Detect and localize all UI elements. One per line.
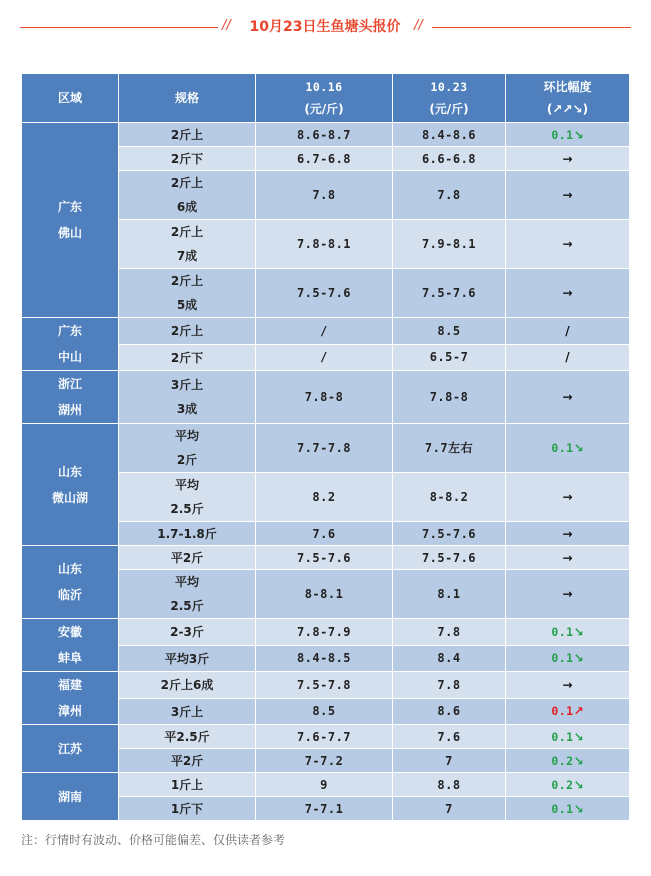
trend-down-icon: ↘ bbox=[573, 729, 584, 744]
price-1016-cell: 8.6-8.7 bbox=[256, 123, 393, 147]
region-line1: 福建 bbox=[57, 678, 82, 692]
spec-line1: 2斤上 bbox=[170, 324, 204, 339]
trend-down-icon: ↘ bbox=[573, 753, 584, 768]
region-line2: 蚌阜 bbox=[57, 651, 82, 665]
header-date-2 bbox=[393, 74, 506, 123]
spec-cell bbox=[119, 698, 256, 725]
price-1023-cell: 7.8-8 bbox=[393, 371, 506, 424]
change-cell bbox=[506, 725, 630, 749]
region-line1: 安徽 bbox=[57, 625, 82, 639]
price-1023-cell: 7.8 bbox=[393, 672, 506, 699]
region-line2: 佛山 bbox=[57, 226, 82, 240]
price-1016-cell: 6.7-6.8 bbox=[256, 147, 393, 171]
trend-flat-icon: → bbox=[562, 587, 573, 601]
price-1016-cell: 7.8 bbox=[256, 171, 393, 220]
price-1023-cell: 7.9-8.1 bbox=[393, 220, 506, 269]
price-1016-cell: 7.5-7.8 bbox=[256, 672, 393, 699]
page-title: 10月23日生鱼塘头报价 bbox=[249, 19, 401, 35]
spec-line1: 2斤下 bbox=[170, 152, 204, 166]
price-1016-cell: 7.8-7.9 bbox=[256, 619, 393, 646]
trend-flat-icon: → bbox=[562, 286, 573, 300]
region-line2: 湖州 bbox=[57, 403, 82, 417]
change-cell bbox=[506, 473, 630, 522]
header-spec bbox=[119, 74, 256, 123]
spec-line1: 1斤下 bbox=[170, 802, 204, 816]
price-1016-cell: 8.5 bbox=[256, 698, 393, 725]
price-1023-cell: 8.6 bbox=[393, 698, 506, 725]
region-line1: 广东 bbox=[57, 324, 82, 338]
price-1023-cell: 7.6 bbox=[393, 725, 506, 749]
header-spec-label: 规格 bbox=[174, 91, 199, 105]
price-table bbox=[21, 73, 630, 821]
price-1016-cell: 7.7-7.8 bbox=[256, 424, 393, 473]
spec-cell bbox=[119, 147, 256, 171]
header-date-1-label: 10.16 bbox=[305, 80, 343, 94]
change-cell bbox=[506, 749, 630, 773]
change-value: 0.1 bbox=[551, 729, 574, 744]
spec-cell bbox=[119, 645, 256, 672]
spec-line1: 2斤上 bbox=[170, 225, 204, 239]
price-1016-cell: 7.6-7.7 bbox=[256, 725, 393, 749]
region-line1: 浙江 bbox=[57, 377, 82, 391]
change-cell bbox=[506, 619, 630, 646]
spec-line1: 2斤下 bbox=[170, 350, 204, 365]
change-value: 0.1 bbox=[551, 441, 574, 455]
spec-cell bbox=[119, 318, 256, 345]
spec-line2: 3成 bbox=[176, 402, 198, 416]
table-row bbox=[22, 546, 630, 570]
trend-down-icon: ↘ bbox=[573, 801, 584, 816]
header-date-2-unit: (元/斤) bbox=[429, 102, 469, 116]
change-cell bbox=[506, 546, 630, 570]
header-change bbox=[506, 74, 630, 123]
spec-line1: 2斤上 bbox=[170, 274, 204, 288]
change-value: / bbox=[565, 350, 570, 365]
change-value: 0.2 bbox=[551, 777, 574, 792]
price-1016-cell: 7.8-8 bbox=[256, 371, 393, 424]
spec-line1: 2斤上 bbox=[170, 176, 204, 190]
region-line2: 中山 bbox=[57, 350, 82, 364]
price-1023-cell: 7 bbox=[393, 797, 506, 821]
change-cell bbox=[506, 698, 630, 725]
change-cell bbox=[506, 570, 630, 619]
price-1023-cell: 7.7左右 bbox=[393, 424, 506, 473]
trend-up-icon: ↗ bbox=[573, 704, 584, 719]
price-1023-cell: 7.8 bbox=[393, 619, 506, 646]
change-value: 0.2 bbox=[551, 753, 574, 768]
price-1016-cell: 7-7.2 bbox=[256, 749, 393, 773]
change-cell bbox=[506, 773, 630, 797]
price-1023-cell: 8.4 bbox=[393, 645, 506, 672]
spec-cell bbox=[119, 344, 256, 371]
spec-line1: 平2斤 bbox=[170, 551, 204, 565]
trend-down-icon: ↘ bbox=[573, 624, 584, 639]
change-cell bbox=[506, 147, 630, 171]
header-date-1 bbox=[256, 74, 393, 123]
title-divider-left bbox=[20, 27, 218, 28]
spec-line1: 2-3斤 bbox=[170, 625, 204, 640]
change-value: 0.1 bbox=[551, 704, 574, 719]
change-value: 0.1 bbox=[551, 651, 574, 666]
change-cell bbox=[506, 123, 630, 147]
change-cell bbox=[506, 797, 630, 821]
trend-flat-icon: → bbox=[562, 390, 573, 404]
spec-line1: 平均 bbox=[174, 478, 199, 492]
spec-cell bbox=[119, 371, 256, 424]
spec-cell bbox=[119, 473, 256, 522]
change-cell bbox=[506, 269, 630, 318]
spec-cell bbox=[119, 269, 256, 318]
region-cell bbox=[22, 773, 119, 821]
header-region-label: 区域 bbox=[57, 91, 82, 105]
spec-cell bbox=[119, 546, 256, 570]
change-cell bbox=[506, 371, 630, 424]
price-1023-cell: 7 bbox=[393, 749, 506, 773]
trend-flat-icon: → bbox=[562, 151, 573, 166]
trend-down-icon: ↘ bbox=[573, 127, 584, 142]
price-1023-cell: 8.8 bbox=[393, 773, 506, 797]
price-1016-cell: 7.8-8.1 bbox=[256, 220, 393, 269]
trend-flat-icon: → bbox=[562, 550, 573, 565]
spec-line1: 平2.5斤 bbox=[164, 730, 210, 744]
table-row bbox=[22, 672, 630, 699]
spec-cell bbox=[119, 619, 256, 646]
price-1023-cell: 7.5-7.6 bbox=[393, 522, 506, 546]
change-cell bbox=[506, 424, 630, 473]
spec-line1: 2斤上 bbox=[170, 128, 204, 142]
spec-line1: 平2斤 bbox=[170, 754, 204, 768]
region-cell bbox=[22, 725, 119, 773]
trend-flat-icon: → bbox=[562, 526, 573, 541]
trend-down-icon: ↘ bbox=[573, 777, 584, 792]
price-1023-cell: 8.4-8.6 bbox=[393, 123, 506, 147]
footnote: 注：行情时有波动、价格可能偏差、仅供读者参考 bbox=[21, 833, 286, 847]
region-line2: 漳州 bbox=[57, 704, 82, 718]
region-cell bbox=[22, 546, 119, 619]
region-cell bbox=[22, 424, 119, 546]
price-1023-cell: 6.5-7 bbox=[393, 344, 506, 371]
change-value: / bbox=[565, 323, 570, 338]
spec-cell bbox=[119, 749, 256, 773]
spec-line1: 平均 bbox=[174, 575, 199, 589]
trend-down-icon: ↘ bbox=[573, 651, 584, 666]
change-cell bbox=[506, 522, 630, 546]
region-cell bbox=[22, 619, 119, 672]
table-row bbox=[22, 318, 630, 345]
spec-cell bbox=[119, 424, 256, 473]
price-1023-cell: 8-8.2 bbox=[393, 473, 506, 522]
spec-line1: 3斤上 bbox=[170, 704, 204, 719]
table-row bbox=[22, 424, 630, 473]
header-change-label: 环比幅度 bbox=[543, 80, 592, 94]
header-region bbox=[22, 74, 119, 123]
trend-down-icon: ↘ bbox=[573, 441, 584, 455]
change-cell bbox=[506, 318, 630, 345]
spec-line1: 3斤上 bbox=[170, 378, 204, 392]
region-line2: 微山湖 bbox=[51, 490, 88, 505]
spec-cell bbox=[119, 522, 256, 546]
spec-cell bbox=[119, 725, 256, 749]
trend-flat-icon: → bbox=[562, 237, 573, 251]
price-1023-cell: 8.5 bbox=[393, 318, 506, 345]
price-1023-cell: 7.5-7.6 bbox=[393, 546, 506, 570]
spec-line1: 平均3斤 bbox=[164, 651, 210, 666]
spec-cell bbox=[119, 123, 256, 147]
price-1016-cell: 7.5-7.6 bbox=[256, 269, 393, 318]
price-1016-cell: 9 bbox=[256, 773, 393, 797]
table-row bbox=[22, 123, 630, 147]
region-cell bbox=[22, 318, 119, 371]
change-cell bbox=[506, 344, 630, 371]
header-date-2-label: 10.23 bbox=[430, 80, 468, 94]
price-1016-cell: / bbox=[256, 318, 393, 345]
price-1023-cell: 8.1 bbox=[393, 570, 506, 619]
price-1016-cell: 7.6 bbox=[256, 522, 393, 546]
spec-line2: 2.5斤 bbox=[170, 502, 204, 516]
spec-line2: 6成 bbox=[176, 200, 198, 214]
spec-cell bbox=[119, 672, 256, 699]
price-1016-cell: 7.5-7.6 bbox=[256, 546, 393, 570]
title-divider-right bbox=[432, 27, 631, 28]
change-cell bbox=[506, 672, 630, 699]
price-1023-cell: 7.8 bbox=[393, 171, 506, 220]
table-row bbox=[22, 371, 630, 424]
change-cell bbox=[506, 645, 630, 672]
spec-cell bbox=[119, 797, 256, 821]
change-value: 0.1 bbox=[551, 127, 574, 142]
spec-line2: 2斤 bbox=[176, 453, 198, 467]
trend-flat-icon: → bbox=[562, 188, 573, 202]
title-slash-right: // bbox=[414, 18, 423, 33]
spec-line1: 1斤上 bbox=[170, 778, 204, 792]
spec-line1: 1.7-1.8斤 bbox=[157, 527, 217, 541]
spec-line1: 平均 bbox=[174, 429, 199, 443]
price-1016-cell: 7-7.1 bbox=[256, 797, 393, 821]
price-1023-cell: 7.5-7.6 bbox=[393, 269, 506, 318]
spec-cell bbox=[119, 773, 256, 797]
region-line1: 山东 bbox=[57, 464, 82, 479]
price-1016-cell: / bbox=[256, 344, 393, 371]
region-line1: 湖南 bbox=[57, 789, 82, 804]
region-cell bbox=[22, 123, 119, 318]
trend-flat-icon: → bbox=[562, 490, 573, 504]
table-row bbox=[22, 773, 630, 797]
price-1016-cell: 8.4-8.5 bbox=[256, 645, 393, 672]
trend-flat-icon: → bbox=[562, 677, 573, 692]
spec-cell bbox=[119, 220, 256, 269]
header-change-sub: (↗↗↘) bbox=[546, 102, 589, 116]
table-row bbox=[22, 725, 630, 749]
region-line1: 广东 bbox=[57, 200, 82, 214]
price-1016-cell: 8-8.1 bbox=[256, 570, 393, 619]
region-cell bbox=[22, 371, 119, 424]
change-cell bbox=[506, 171, 630, 220]
spec-line2: 5成 bbox=[176, 298, 198, 312]
header-date-1-unit: (元/斤) bbox=[304, 102, 344, 116]
price-1016-cell: 8.2 bbox=[256, 473, 393, 522]
spec-line2: 7成 bbox=[176, 249, 198, 263]
price-1023-cell: 6.6-6.8 bbox=[393, 147, 506, 171]
region-line1: 江苏 bbox=[57, 741, 82, 756]
region-line2: 临沂 bbox=[57, 588, 82, 602]
region-line1: 山东 bbox=[57, 562, 82, 576]
change-value: 0.1 bbox=[551, 801, 574, 816]
spec-line2: 2.5斤 bbox=[170, 599, 204, 613]
title-slash-left: // bbox=[222, 18, 231, 33]
change-value: 0.1 bbox=[551, 624, 574, 639]
region-cell bbox=[22, 672, 119, 725]
title-bar bbox=[0, 14, 651, 40]
change-cell bbox=[506, 220, 630, 269]
spec-cell bbox=[119, 570, 256, 619]
spec-line1: 2斤上6成 bbox=[160, 678, 214, 693]
spec-cell bbox=[119, 171, 256, 220]
table-row bbox=[22, 619, 630, 646]
